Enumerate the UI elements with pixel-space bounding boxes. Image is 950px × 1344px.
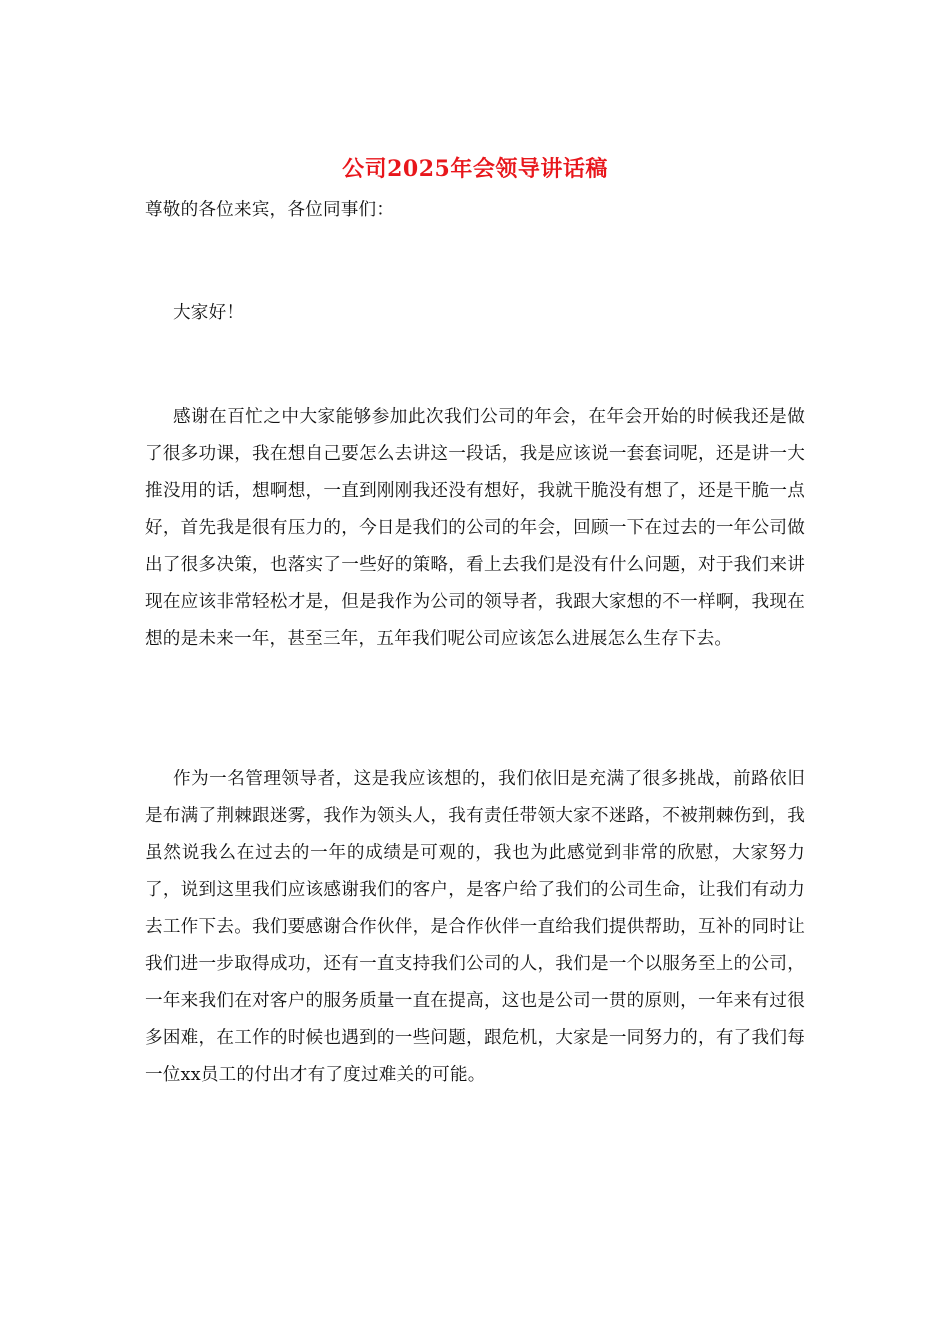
salutation: 尊敬的各位来宾，各位同事们： [145,200,395,220]
document-title: 公司2025年会领导讲话稿 [342,156,608,182]
greeting: 大家好！ [173,303,245,323]
paragraph-2: 作为一名管理领导者，这是我应该想的，我们依旧是充满了很多挑战，前路依旧是布满了荆棘跟迷雾，我作为领头人，我有责任带领大家不迷路，不被荆棘伤到，我虽然说我么在过去的一年的成绩是可观的，我也为此感觉到非常的欣慰，大家努力了，说到这里我们应该感谢我们的客户，是客户给了我们的公司生命，让我们有动力去工作下去。我们要感谢合作伙伴，是合作伙伴一直给我们提供帮助，互补的同时让我们进一步取得成功，还有一直支持我们公司的人，我们是一个以服务至上的公司，一年来我们在对客户的服务质量一直在提高，这也是公司一贯的原则，一年来有过很多困难，在工作的时候也遇到的一些问题，跟危机，大家是一同努力的，有了我们每一位xx员工的付出才有了度过难关的可能。 [145,769,805,1085]
paragraph-1: 感谢在百忙之中大家能够参加此次我们公司的年会，在年会开始的时候我还是做了很多功课，我在想自己要怎么去讲这一段话，我是应该说一套套词呢，还是讲一大推没用的话，想啊想，一直到刚刚我还没有想好，我就干脆没有想了，还是干脆一点好，首先我是很有压力的，今日是我们的公司的年会，回顾一下在过去的一年公司做出了很多决策，也落实了一些好的策略，看上去我们是没有什么问题，对于我们来讲现在应该非常轻松才是，但是我作为公司的领导者，我跟大家想的不一样啊，我现在想的是未来一年，甚至三年，五年我们呢公司应该怎么进展怎么生存下去。 [145,407,805,649]
